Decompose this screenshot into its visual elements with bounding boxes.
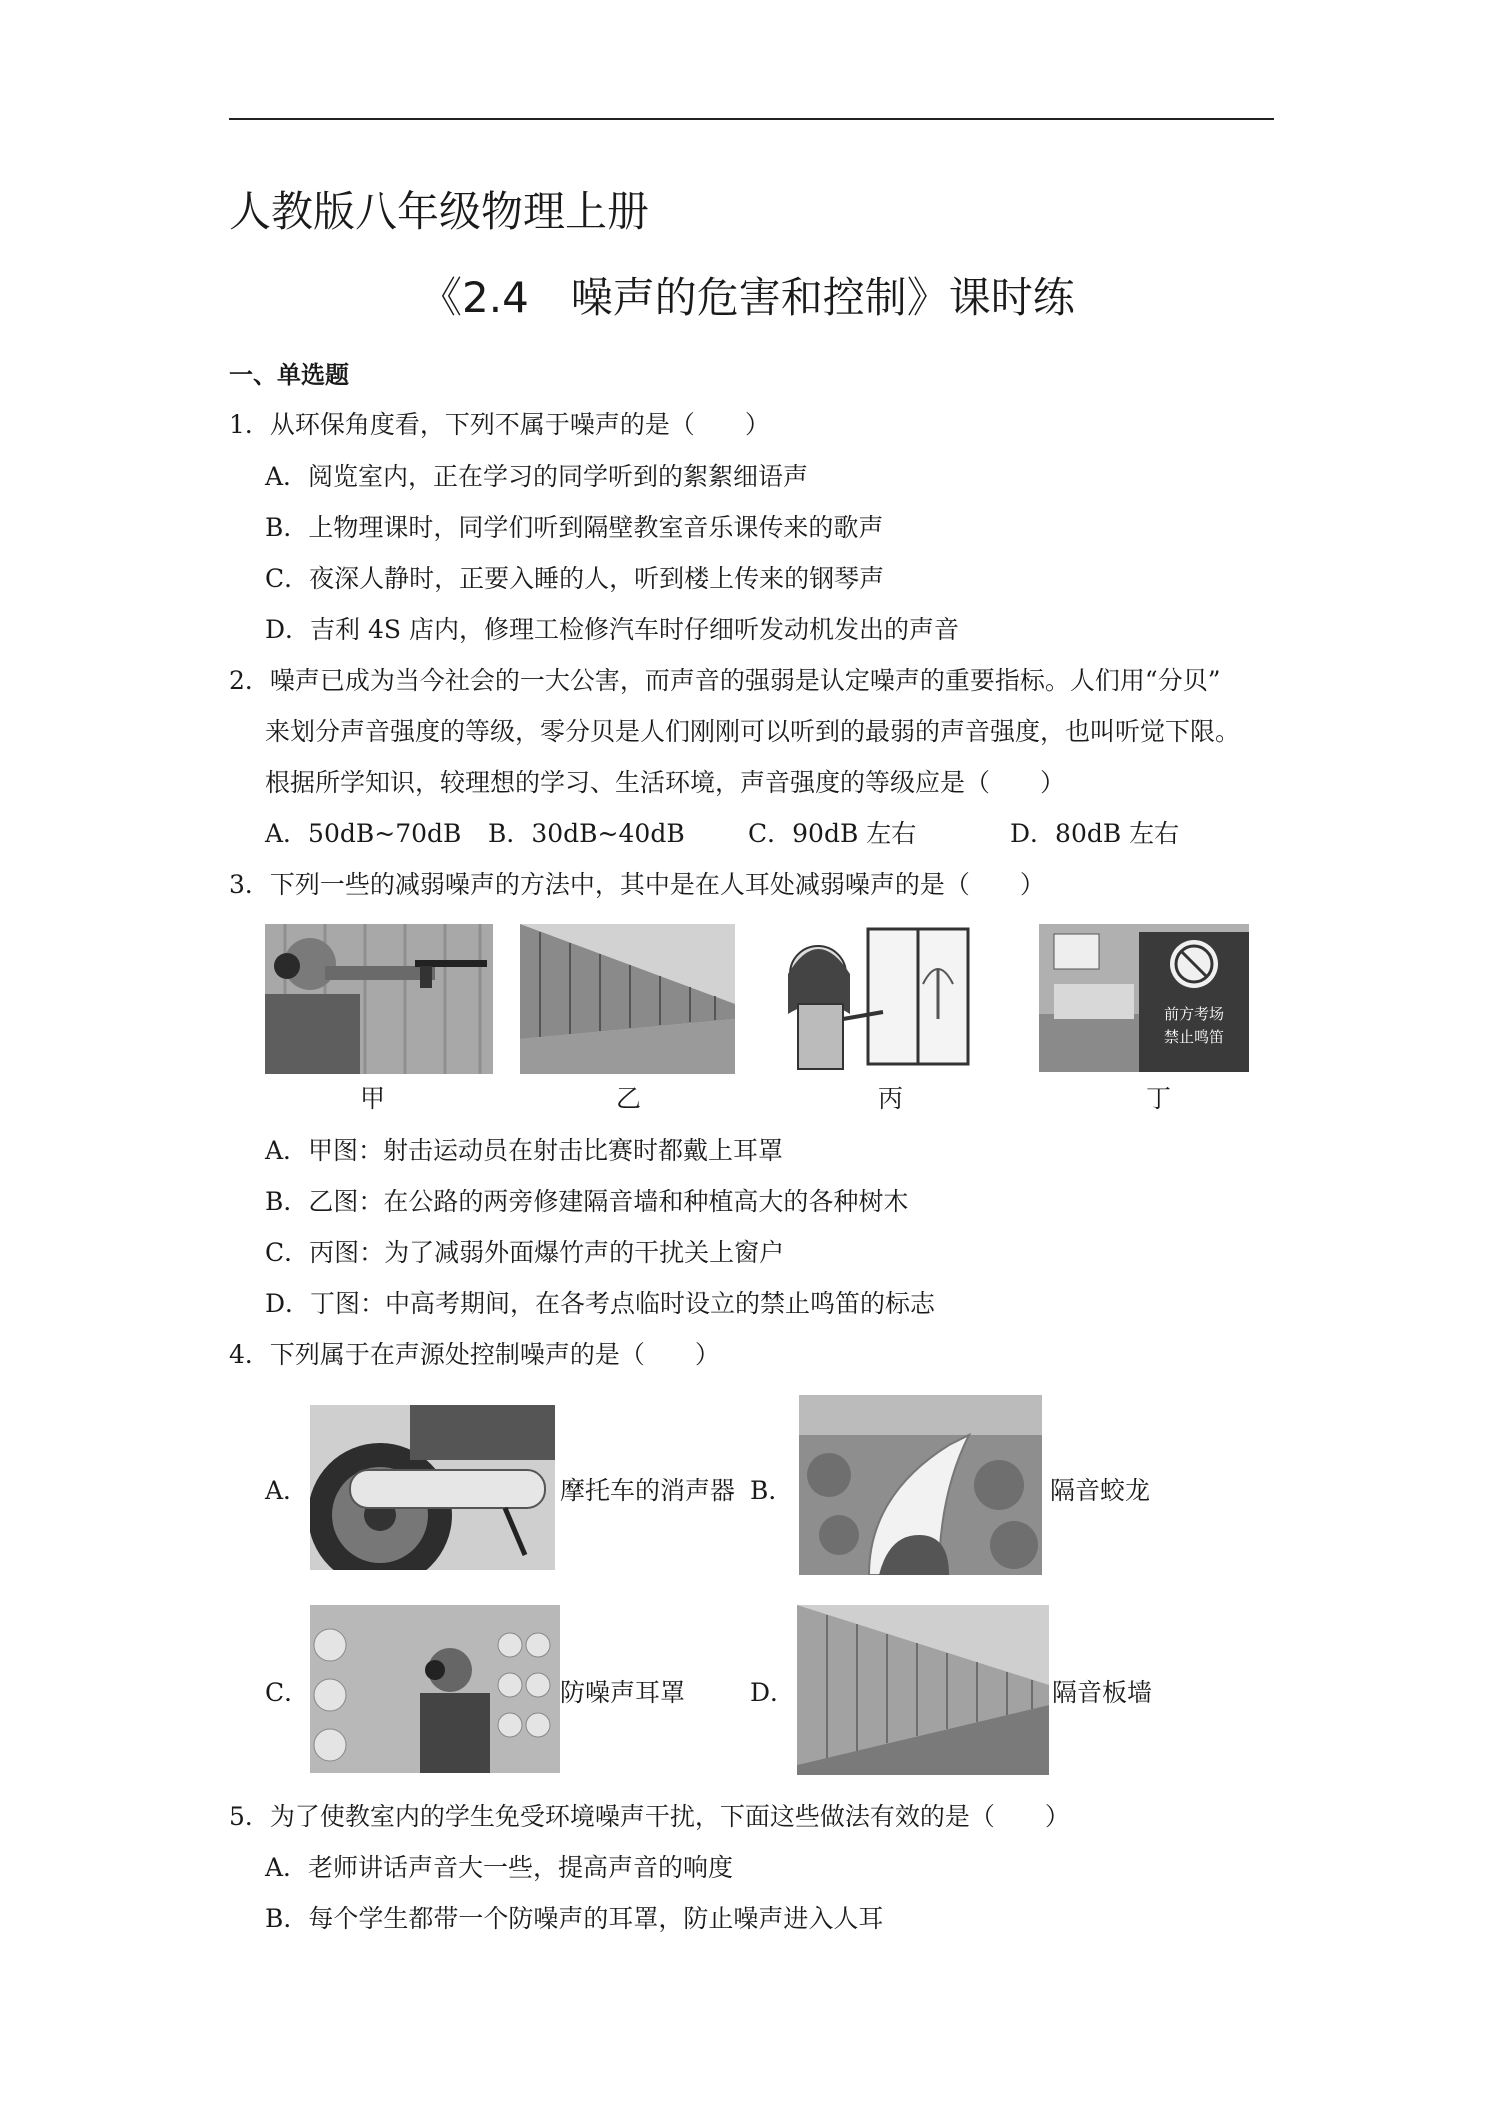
soundproof-tunnel-photo: [799, 1395, 1042, 1575]
caption-jia: 甲: [360, 1084, 386, 1113]
caption-bing: 丙: [878, 1084, 904, 1113]
worker-earmuffs-factory-photo: [310, 1605, 560, 1773]
question-2-line-1: 2．噪声已成为当今社会的一大公害，而声音的强弱是认定噪声的重要指标。人们用“分贝”: [229, 666, 1221, 695]
q2-option-d: D．80dB 左右: [1010, 819, 1180, 848]
q4-option-d-letter: D．: [750, 1678, 796, 1707]
sound-barrier-road-photo: [520, 924, 735, 1074]
q1-option-a: A．阅览室内，正在学习的同学听到的絮絮细语声: [265, 462, 809, 491]
question-3-stem: 3．下列一些的减弱噪声的方法中，其中是在人耳处减弱噪声的是（ ）: [229, 870, 1045, 899]
q2-option-c: C．90dB 左右: [748, 819, 917, 848]
no-honking-sign-photo: [1039, 924, 1249, 1072]
q4-option-c-label: 防噪声耳罩: [560, 1678, 686, 1707]
motorcycle-muffler-photo: [310, 1405, 555, 1570]
q3-option-d: D．丁图：中高考期间，在各考点临时设立的禁止鸣笛的标志: [265, 1289, 936, 1318]
q1-option-c: C．夜深人静时，正要入睡的人，听到楼上传来的钢琴声: [265, 564, 885, 593]
question-2-line-2: 来划分声音强度的等级，零分贝是人们刚刚可以听到的最弱的声音强度，也叫听觉下限。: [265, 717, 1241, 746]
question-5-stem: 5．为了使教室内的学生免受环境噪声干扰，下面这些做法有效的是（ ）: [229, 1802, 1070, 1831]
q3-option-a: A．甲图：射击运动员在射击比赛时都戴上耳罩: [265, 1136, 784, 1165]
question-1-stem: 1．从环保角度看，下列不属于噪声的是（ ）: [229, 410, 770, 439]
q1-option-b: B．上物理课时，同学们听到隔壁教室音乐课传来的歌声: [265, 513, 884, 542]
page-subtitle: 《2.4 噪声的危害和控制》课时练: [420, 273, 1075, 322]
shooter-earmuffs-photo: [265, 924, 493, 1074]
q1-option-d: D．吉利 4S 店内，修理工检修汽车时仔细听发动机发出的声音: [265, 615, 959, 644]
q4-option-a-label: 摩托车的消声器: [560, 1476, 736, 1505]
q3-option-b: B．乙图：在公路的两旁修建隔音墙和种植高大的各种树木: [265, 1187, 909, 1216]
q5-option-a: A．老师讲话声音大一些，提高声音的响度: [265, 1853, 734, 1882]
sound-barrier-wall-photo: [797, 1605, 1049, 1775]
section-heading: 一、单选题: [229, 361, 349, 389]
girl-closing-window-drawing: [773, 924, 976, 1074]
q3-option-c: C．丙图：为了减弱外面爆竹声的干扰关上窗户: [265, 1238, 785, 1267]
q5-option-b: B．每个学生都带一个防噪声的耳罩，防止噪声进入人耳: [265, 1904, 884, 1933]
sign-text-line-1: 前方考场: [1163, 1005, 1225, 1023]
question-2-line-3: 根据所学知识，较理想的学习、生活环境，声音强度的等级应是（ ）: [265, 768, 1066, 797]
q4-option-d-label: 隔音板墙: [1052, 1678, 1153, 1707]
sign-text-line-2: 禁止鸣笛: [1163, 1028, 1225, 1046]
question-4-stem: 4．下列属于在声源处控制噪声的是（ ）: [229, 1340, 720, 1369]
header-rule: [229, 118, 1274, 120]
caption-ding: 丁: [1146, 1084, 1172, 1113]
q2-option-b: B．30dB~40dB: [488, 819, 685, 848]
caption-yi: 乙: [616, 1084, 642, 1113]
page-title: 人教版八年级物理上册: [229, 187, 650, 236]
q4-option-b-label: 隔音蛟龙: [1050, 1476, 1151, 1505]
q2-option-a: A．50dB~70dB: [265, 819, 462, 848]
q4-option-b-letter: B．: [750, 1476, 794, 1505]
q4-option-a-letter: A．: [265, 1476, 309, 1505]
q4-option-c-letter: C．: [265, 1678, 310, 1707]
